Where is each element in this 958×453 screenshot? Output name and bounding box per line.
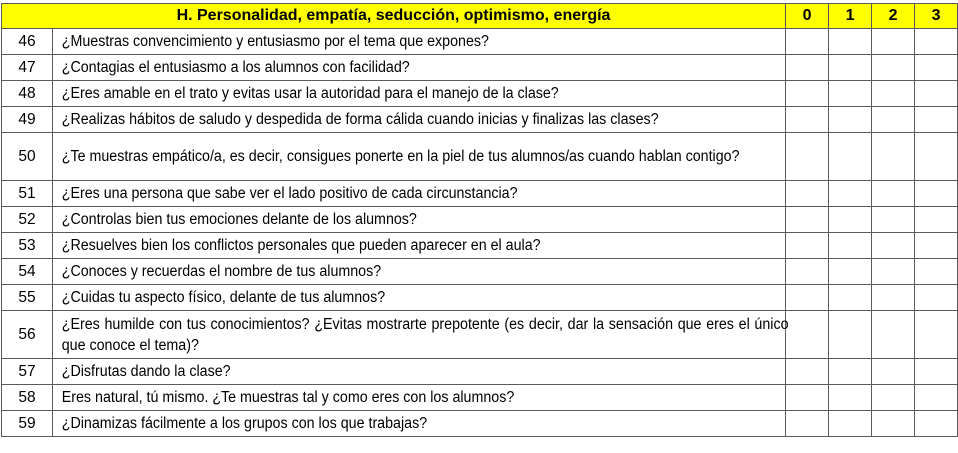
question-cell (53, 411, 727, 437)
score-header-3: 3 (915, 4, 958, 29)
score-header-2: 2 (872, 4, 915, 29)
score-cell-0[interactable] (786, 133, 829, 181)
table-row (2, 81, 958, 107)
question-number: 57 (2, 359, 53, 385)
question-cell (53, 207, 727, 233)
table-row (2, 207, 958, 233)
table-row (2, 133, 958, 181)
score-cell-0[interactable] (786, 107, 829, 133)
score-cell-0[interactable] (786, 411, 829, 437)
table-row (2, 107, 958, 133)
score-cell-2[interactable] (872, 81, 915, 107)
score-cell-2[interactable] (872, 133, 915, 181)
table-row (2, 311, 958, 359)
table-row (2, 259, 958, 285)
question-text: ¿Controlas bien tus emociones delante de los alumnos? (61, 211, 417, 228)
question-cell (53, 55, 727, 81)
score-cell-0[interactable] (786, 233, 829, 259)
question-cell (53, 359, 727, 385)
score-header-0: 0 (786, 4, 829, 29)
question-number: 49 (2, 107, 53, 133)
score-cell-3[interactable] (915, 181, 958, 207)
score-cell-0[interactable] (786, 81, 829, 107)
table-row (2, 385, 958, 411)
table-row (2, 233, 958, 259)
score-cell-1[interactable] (829, 55, 872, 81)
score-cell-3[interactable] (915, 259, 958, 285)
score-cell-1[interactable] (829, 29, 872, 55)
question-text: ¿Cuidas tu aspecto físico, delante de tus alumnos? (61, 289, 385, 306)
score-cell-1[interactable] (829, 259, 872, 285)
score-cell-3[interactable] (915, 233, 958, 259)
question-cell (53, 81, 727, 107)
score-cell-1[interactable] (829, 133, 872, 181)
score-cell-3[interactable] (915, 29, 958, 55)
section-title: H. Personalidad, empatía, seducción, optimismo, energía (2, 4, 786, 29)
questionnaire-table (1, 3, 958, 437)
score-cell-2[interactable] (872, 359, 915, 385)
question-number: 54 (2, 259, 53, 285)
score-cell-1[interactable] (829, 107, 872, 133)
question-text: ¿Dinamizas fácilmente a los grupos con los que trabajas? (61, 415, 427, 432)
question-text: ¿Contagias el entusiasmo a los alumnos con facilidad? (61, 59, 410, 76)
question-number: 55 (2, 285, 53, 311)
score-cell-1[interactable] (829, 411, 872, 437)
score-cell-2[interactable] (872, 55, 915, 81)
question-number: 51 (2, 181, 53, 207)
question-cell (53, 107, 727, 133)
score-cell-1[interactable] (829, 233, 872, 259)
score-cell-0[interactable] (786, 29, 829, 55)
question-text: ¿Eres una persona que sabe ver el lado positivo de cada circunstancia? (61, 185, 518, 202)
score-cell-2[interactable] (872, 411, 915, 437)
score-cell-3[interactable] (915, 81, 958, 107)
question-number: 46 (2, 29, 53, 55)
score-cell-3[interactable] (915, 385, 958, 411)
score-cell-1[interactable] (829, 207, 872, 233)
score-cell-2[interactable] (872, 233, 915, 259)
score-cell-3[interactable] (915, 359, 958, 385)
score-cell-1[interactable] (829, 385, 872, 411)
header-row (2, 4, 958, 29)
score-cell-2[interactable] (872, 207, 915, 233)
question-cell (53, 385, 727, 411)
question-number: 58 (2, 385, 53, 411)
question-text: Eres natural, tú mismo. ¿Te muestras tal y como eres con los alumnos? (61, 389, 514, 406)
score-cell-0[interactable] (786, 285, 829, 311)
question-cell (53, 133, 740, 181)
score-cell-0[interactable] (786, 359, 829, 385)
question-text: ¿Muestras convencimiento y entusiasmo por el tema que expones? (61, 33, 489, 50)
table-row (2, 29, 958, 55)
score-cell-1[interactable] (829, 359, 872, 385)
score-cell-1[interactable] (829, 81, 872, 107)
question-number: 52 (2, 207, 53, 233)
score-header-1: 1 (829, 4, 872, 29)
score-cell-3[interactable] (915, 285, 958, 311)
question-text: ¿Te muestras empático/a, es decir, consigues ponerte en la piel de tus alumnos/as cuando hablan contigo? (61, 148, 740, 165)
question-cell (53, 311, 789, 359)
table-row (2, 359, 958, 385)
question-text: ¿Resuelves bien los conflictos personales que pueden aparecer en el aula? (61, 237, 541, 254)
score-cell-2[interactable] (872, 107, 915, 133)
question-number: 50 (2, 133, 53, 181)
question-text: ¿Disfrutas dando la clase? (61, 363, 231, 380)
score-cell-3[interactable] (915, 207, 958, 233)
question-number: 47 (2, 55, 53, 81)
score-cell-0[interactable] (786, 181, 829, 207)
score-cell-3[interactable] (915, 411, 958, 437)
question-text: ¿Realizas hábitos de saludo y despedida de forma cálida cuando inicias y finalizas las clases? (61, 111, 659, 128)
score-cell-2[interactable] (872, 29, 915, 55)
question-text: ¿Eres amable en el trato y evitas usar la autoridad para el manejo de la clase? (61, 85, 559, 102)
question-cell (53, 181, 727, 207)
question-text: ¿Eres humilde con tus conocimientos? ¿Evitas mostrarte prepotente (es decir, dar la sensación que eres el único que conoce el tema)? (61, 315, 789, 354)
score-cell-3[interactable] (915, 133, 958, 181)
table-row (2, 411, 958, 437)
score-cell-0[interactable] (786, 55, 829, 81)
score-cell-2[interactable] (872, 311, 915, 359)
score-cell-0[interactable] (786, 311, 829, 359)
score-cell-1[interactable] (829, 311, 872, 359)
score-cell-3[interactable] (915, 311, 958, 359)
score-cell-3[interactable] (915, 107, 958, 133)
table-row (2, 181, 958, 207)
question-cell (53, 29, 727, 55)
score-cell-2[interactable] (872, 385, 915, 411)
score-cell-3[interactable] (915, 55, 958, 81)
score-cell-2[interactable] (872, 285, 915, 311)
score-cell-1[interactable] (829, 181, 872, 207)
table-row (2, 285, 958, 311)
question-number: 59 (2, 411, 53, 437)
score-cell-1[interactable] (829, 285, 872, 311)
table-row (2, 55, 958, 81)
score-cell-0[interactable] (786, 207, 829, 233)
question-number: 56 (2, 311, 53, 359)
question-cell (53, 285, 727, 311)
question-cell (53, 259, 727, 285)
question-number: 53 (2, 233, 53, 259)
score-cell-2[interactable] (872, 181, 915, 207)
score-cell-0[interactable] (786, 385, 829, 411)
score-cell-0[interactable] (786, 259, 829, 285)
score-cell-2[interactable] (872, 259, 915, 285)
question-text: ¿Conoces y recuerdas el nombre de tus alumnos? (61, 263, 381, 280)
question-number: 48 (2, 81, 53, 107)
question-cell (53, 233, 727, 259)
